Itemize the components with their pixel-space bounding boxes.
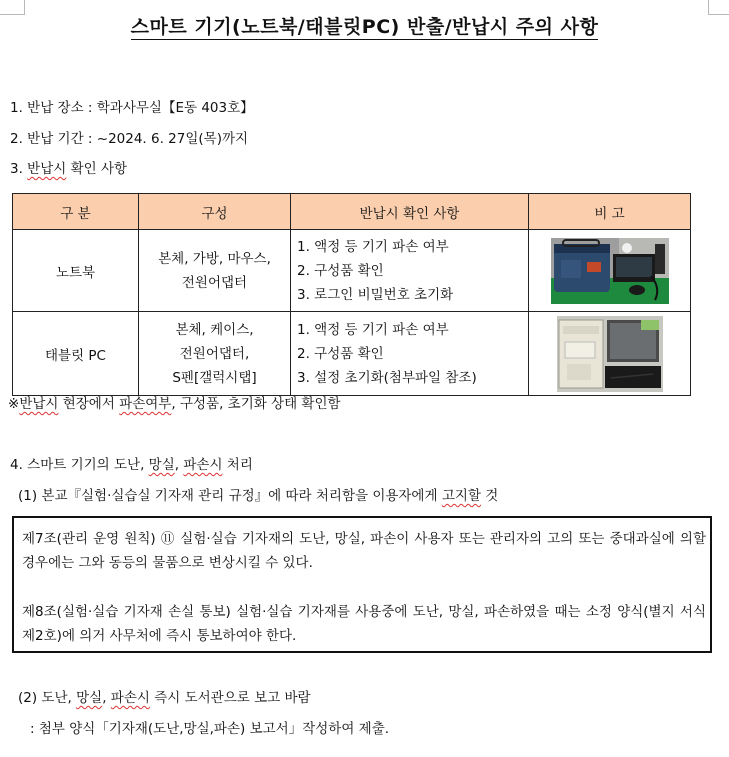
- row-checks: 1. 액정 등 기기 파손 여부 2. 구성품 확인 3. 설정 초기화(첨부파일 참조): [291, 312, 529, 396]
- regulation-article-8: 제8조(실험·실습 기자재 손실 통보) 실험·실습 기자재를 사용중에 도난, 망실, 파손하였을 때는 소정 양식(별지 서식 제2호)에 의거 사무처에 즉시 통보하여야 한다.: [22, 604, 706, 644]
- page-title: 스마트 기기(노트북/태블릿PC) 반출/반납시 주의 사항: [130, 16, 599, 38]
- return-check-table: [12, 193, 691, 396]
- tablet-case-photo: [557, 316, 663, 392]
- section4-sub2: (2) 도난, 망실, 파손시 즉시 도서관으로 보고 바람: [18, 690, 311, 706]
- return-note: ※반납시 현장에서 파손여부, 구성품, 초기화 상태 확인함: [8, 396, 341, 412]
- table-row: [13, 230, 691, 312]
- laptop-bag-photo: [551, 238, 669, 304]
- row-remarks: [529, 312, 691, 396]
- return-place-line: [10, 96, 254, 116]
- row-checks: 1. 액정 등 기기 파손 여부 2. 구성품 확인 3. 로그인 비밀번호 초기화: [291, 230, 529, 312]
- return-period-line: 2. 반납 기간 : ~2024. 6. 27일(목)까지: [10, 131, 249, 147]
- regulation-article-7: 제7조(관리 운영 원칙) ⑪ 실험·실습 기자재의 도난, 망실, 파손이 사용자 또는 관리자의 고의 또는 중대과실에 의할 경우에는 그와 동등의 물품으로 변상시킬 수 있다.: [22, 531, 706, 571]
- header-remarks: 비 고: [529, 194, 691, 230]
- row-components: 본체, 가방, 마우스, 전원어댑터: [139, 230, 291, 312]
- row-category: 태블릿 PC: [13, 312, 139, 396]
- section4-sub1: (1) 본교『실험·실습실 기자재 관리 규정』에 따라 처리함을 이용자에게 고지할 것: [18, 488, 499, 504]
- return-check-heading: 3. 반납시 확인 사항: [10, 161, 128, 177]
- row-remarks: [529, 230, 691, 312]
- return-place-label: 1. 반납 장소 : 학과사무실: [10, 100, 162, 116]
- section4-sub2-note: : 첨부 양식「기자재(도난,망실,파손) 보고서」작성하여 제출.: [30, 721, 390, 737]
- row-category: 노트북: [13, 230, 139, 312]
- return-place-room: 【E동 403호】: [161, 100, 254, 116]
- regulation-box: [12, 516, 712, 653]
- header-components: 구성: [139, 194, 291, 230]
- table-row: [13, 312, 691, 396]
- header-category: 구 분: [13, 194, 139, 230]
- table-header-row: [13, 194, 691, 230]
- header-checks: 반납시 확인 사항: [291, 194, 529, 230]
- section4-heading: 4. 스마트 기기의 도난, 망실, 파손시 처리: [10, 457, 253, 473]
- row-components: 본체, 케이스, 전원어댑터, S펜[갤럭시탭]: [139, 312, 291, 396]
